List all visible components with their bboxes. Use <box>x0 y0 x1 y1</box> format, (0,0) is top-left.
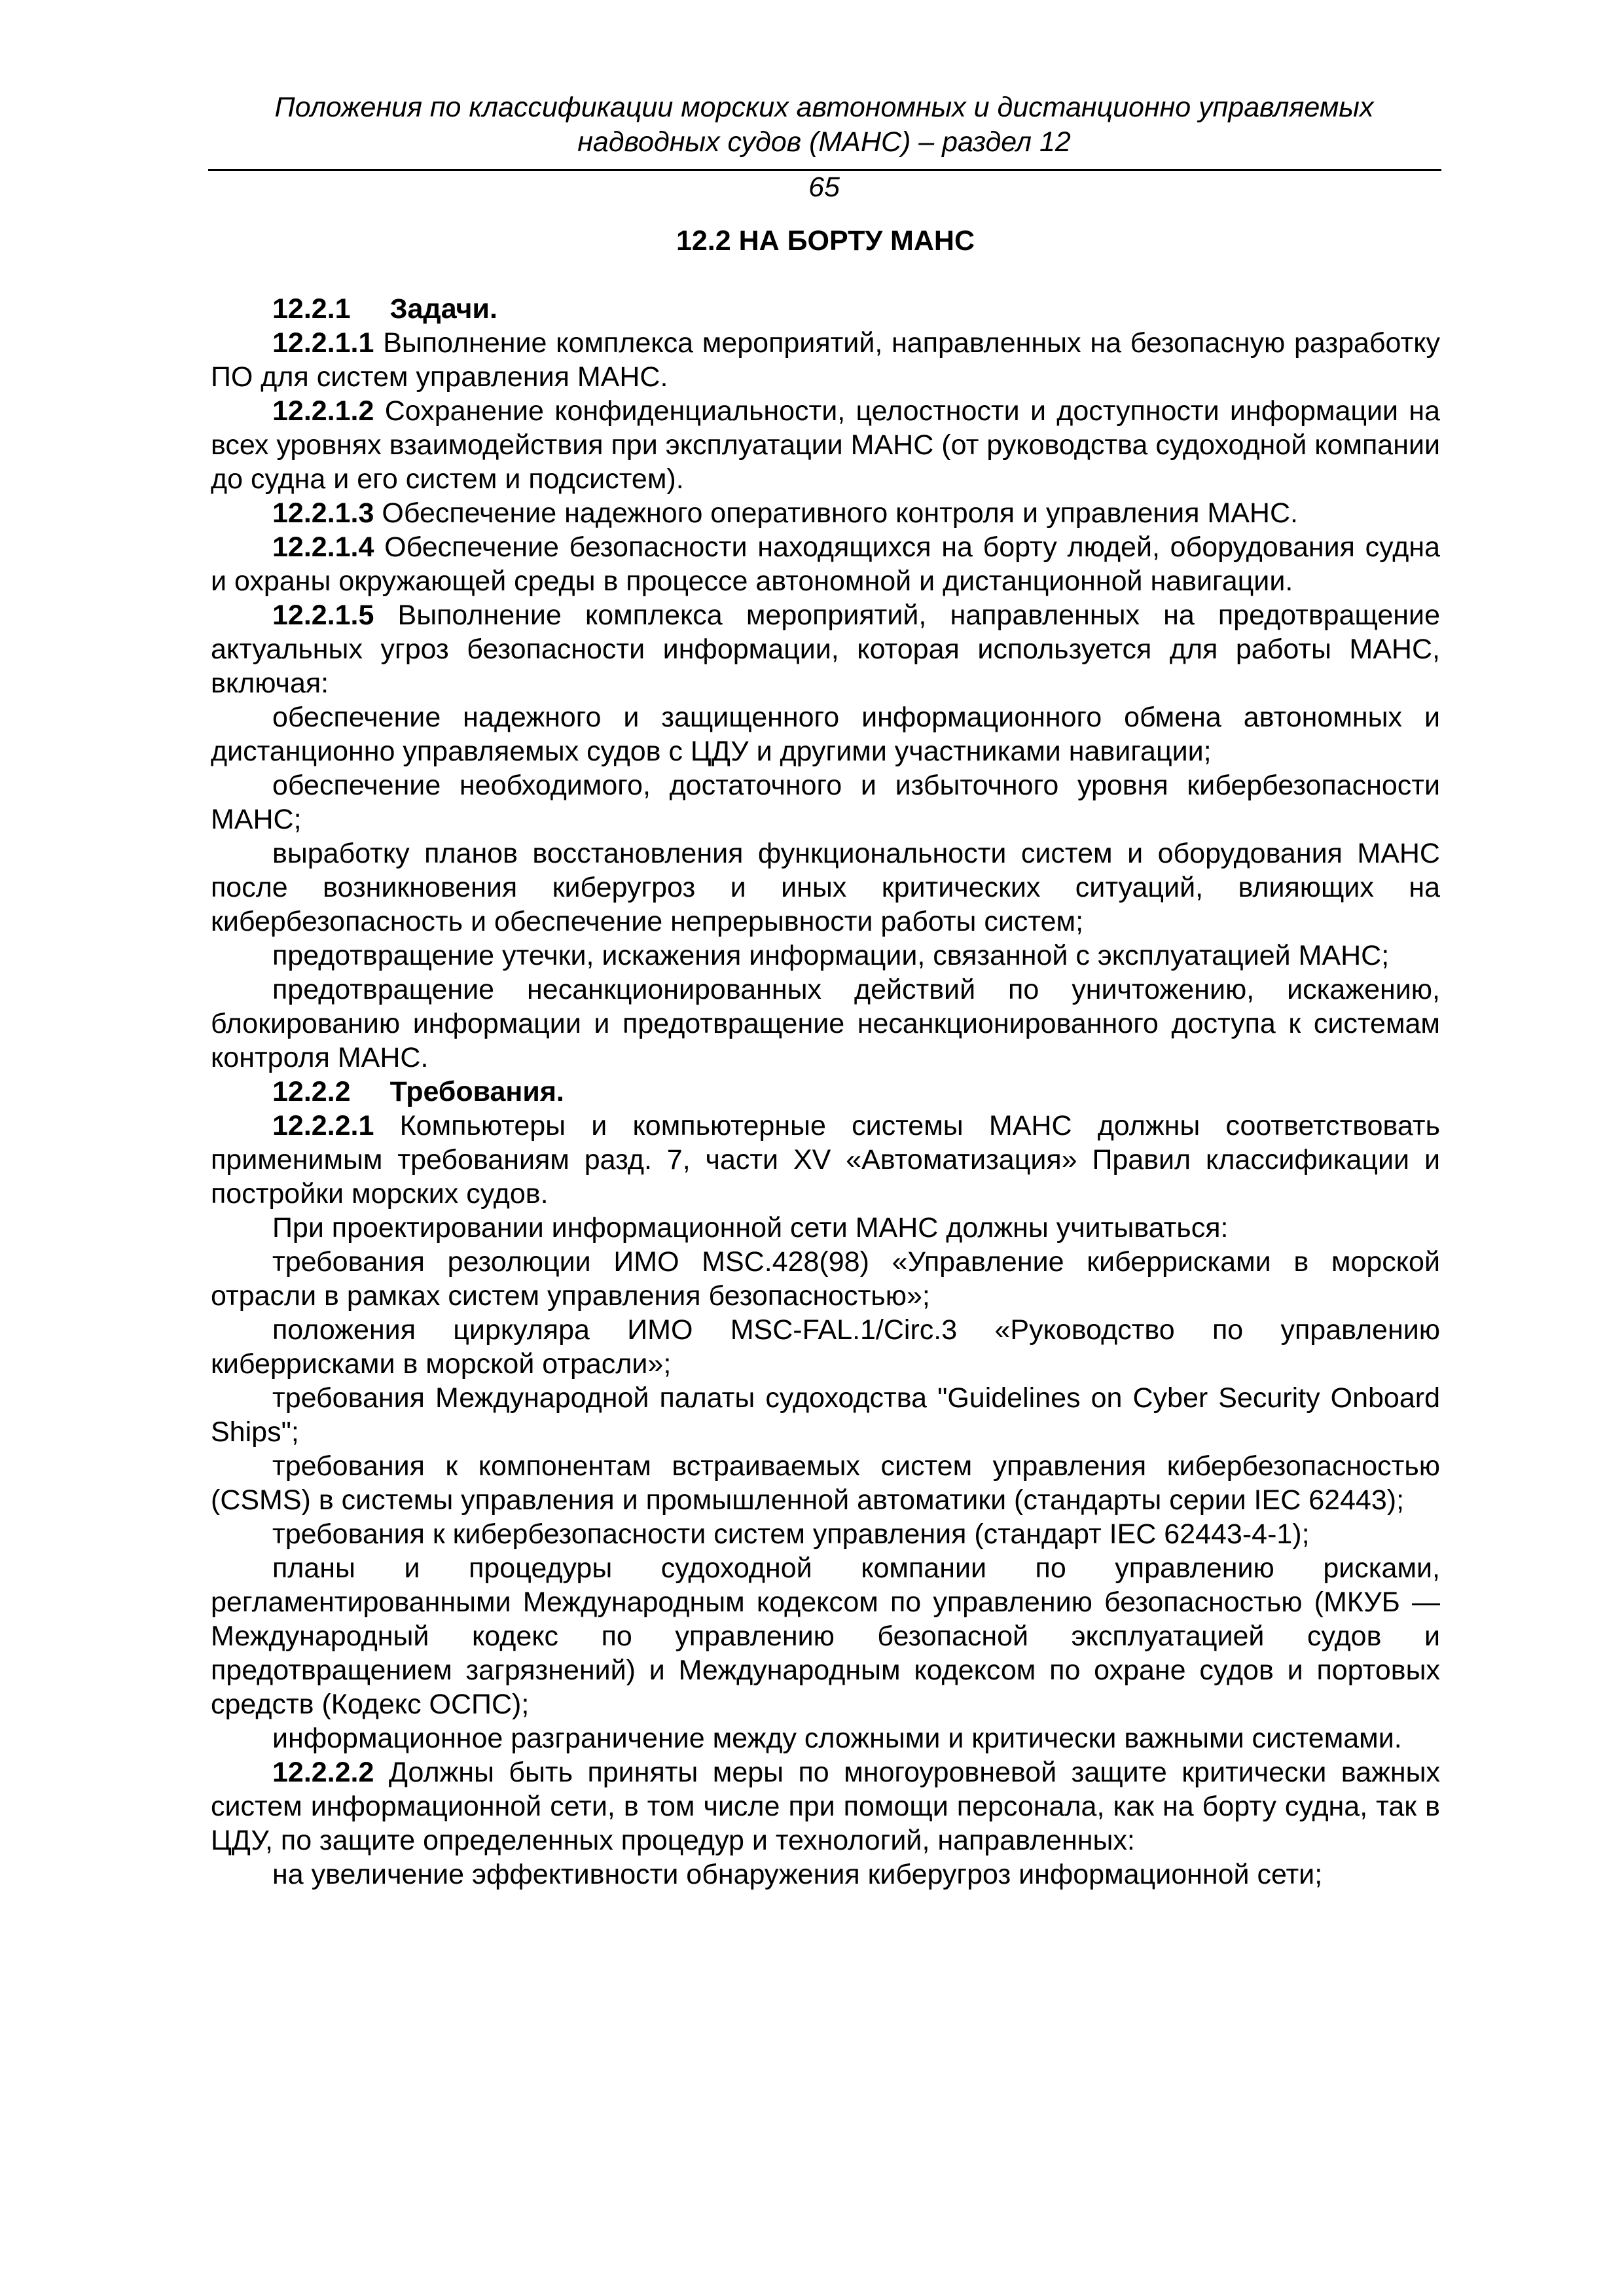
list-item: положения циркуляра ИМО MSC-FAL.1/Circ.3 «Руководство по управлению киберрисками в морской отрасли»; <box>211 1314 1440 1380</box>
task-item <box>211 598 1440 700</box>
section-title: 12.2 НА БОРТУ МАНС <box>676 225 975 257</box>
tasks-heading <box>211 292 1440 326</box>
list-item: требования резолюции ИМО MSC.428(98) «Управление киберрисками в морской отрасли в рамках систем управления безопасностью»; <box>211 1246 1440 1312</box>
list-item: планы и процедуры судоходной компании по управлению рисками, регламентированными Международным кодексом по управлению безопасностью (МКУБ — Международный кодекс по управлению безопасной эксплуатацией судов и предотвращением загрязнений) и Международным кодексом по охране судов и портовых средств (Кодекс ОСПС); <box>211 1552 1440 1720</box>
list-item: требования Международной палаты судоходства "Guidelines on Cyber Security Onboard Ships"; <box>211 1382 1440 1448</box>
task-item <box>211 496 1440 530</box>
task-text: Обеспечение надежного оперативного контроля и управления МАНС. <box>382 497 1298 529</box>
requirement-item <box>211 1755 1440 1857</box>
list-item: требования к кибербезопасности систем управления (стандарт IEC 62443-4-1); <box>272 1518 1310 1550</box>
list-item: предотвращение утечки, искажения информации, связанной с эксплуатацией МАНС; <box>272 940 1390 971</box>
task-number: 12.2.1.5 <box>272 600 374 631</box>
task-number: 12.2.1.3 <box>272 497 374 529</box>
task-text: Обеспечение безопасности находящихся на борту людей, оборудования судна и охраны окружающей среды в процессе автономной и дистанционной навигации. <box>211 531 1441 597</box>
task-number: 12.2.1.4 <box>272 531 374 563</box>
page-number: 65 <box>808 171 840 203</box>
requirement-item <box>211 1109 1440 1211</box>
task-item <box>211 530 1440 598</box>
tasks-number: 12.2.1 <box>272 293 351 325</box>
task-text: Выполнение комплекса мероприятий, направленных на предотвращение актуальных угроз безопасности информации, которая используется для работы МАНС, включая: <box>211 600 1440 699</box>
design-intro: При проектировании информационной сети МАНС должны учитываться: <box>272 1212 1229 1244</box>
list-item: на увеличение эффективности обнаружения киберугроз информационной сети; <box>272 1859 1323 1890</box>
task-number: 12.2.1.1 <box>272 327 374 359</box>
list-item: выработку планов восстановления функциональности систем и оборудования МАНС после возникновения киберугроз и иных критических ситуаций, влияющих на кибербезопасность и обеспечение непрерывности работы систем; <box>211 838 1440 937</box>
task-number: 12.2.1.2 <box>272 395 374 427</box>
task-text: Выполнение комплекса мероприятий, направленных на безопасную разработку ПО для систем управления МАНС. <box>211 327 1440 393</box>
task-item <box>211 394 1440 496</box>
list-item: требования к компонентам встраиваемых систем управления кибербезопасностью (CSMS) в системы управления и промышленной автоматики (стандарты серии IEC 62443); <box>211 1450 1440 1516</box>
task-text: Сохранение конфиденциальности, целостности и доступности информации на всех уровнях взаимодействия при эксплуатации МАНС (от руководства судоходной компании до судна и его систем и подсистем). <box>211 395 1441 495</box>
running-header <box>208 90 1440 160</box>
list-item: обеспечение надежного и защищенного информационного обмена автономных и дистанционно управляемых судов с ЦДУ и другими участниками навигации; <box>211 702 1440 767</box>
list-item: информационное разграничение между сложными и критически важными системами. <box>272 1723 1402 1754</box>
list-item: обеспечение необходимого, достаточного и избыточного уровня кибербезопасности МАНС; <box>211 770 1440 835</box>
requirement-text: Компьютеры и компьютерные системы МАНС должны соответствовать применимым требованиям разд. 7, части XV «Автоматизация» Правил классификации и постройки морских судов. <box>211 1110 1440 1210</box>
header-line-2: надводных судов (МАНС) – раздел 12 <box>577 126 1071 158</box>
tasks-title: Задачи. <box>389 293 497 325</box>
requirements-heading <box>211 1075 1440 1109</box>
requirement-number: 12.2.2.1 <box>272 1110 374 1141</box>
list-item: предотвращение несанкционированных действий по уничтожению, искажению, блокированию информации и предотвращение несанкционированного доступа к системам контроля МАНС. <box>211 974 1440 1073</box>
document-body <box>211 224 1440 1892</box>
task-item <box>211 326 1440 394</box>
requirement-text: Должны быть приняты меры по многоуровневой защите критически важных систем информационной сети, в том числе при помощи персонала, как на борту судна, так в ЦДУ, по защите определенных процедур и технологий, направленных: <box>211 1757 1440 1856</box>
requirement-number: 12.2.2.2 <box>272 1757 374 1788</box>
requirements-title: Требования. <box>389 1076 564 1107</box>
header-line-1: Положения по классификации морских автономных и дистанционно управляемых <box>274 92 1374 123</box>
requirements-number: 12.2.2 <box>272 1076 351 1107</box>
